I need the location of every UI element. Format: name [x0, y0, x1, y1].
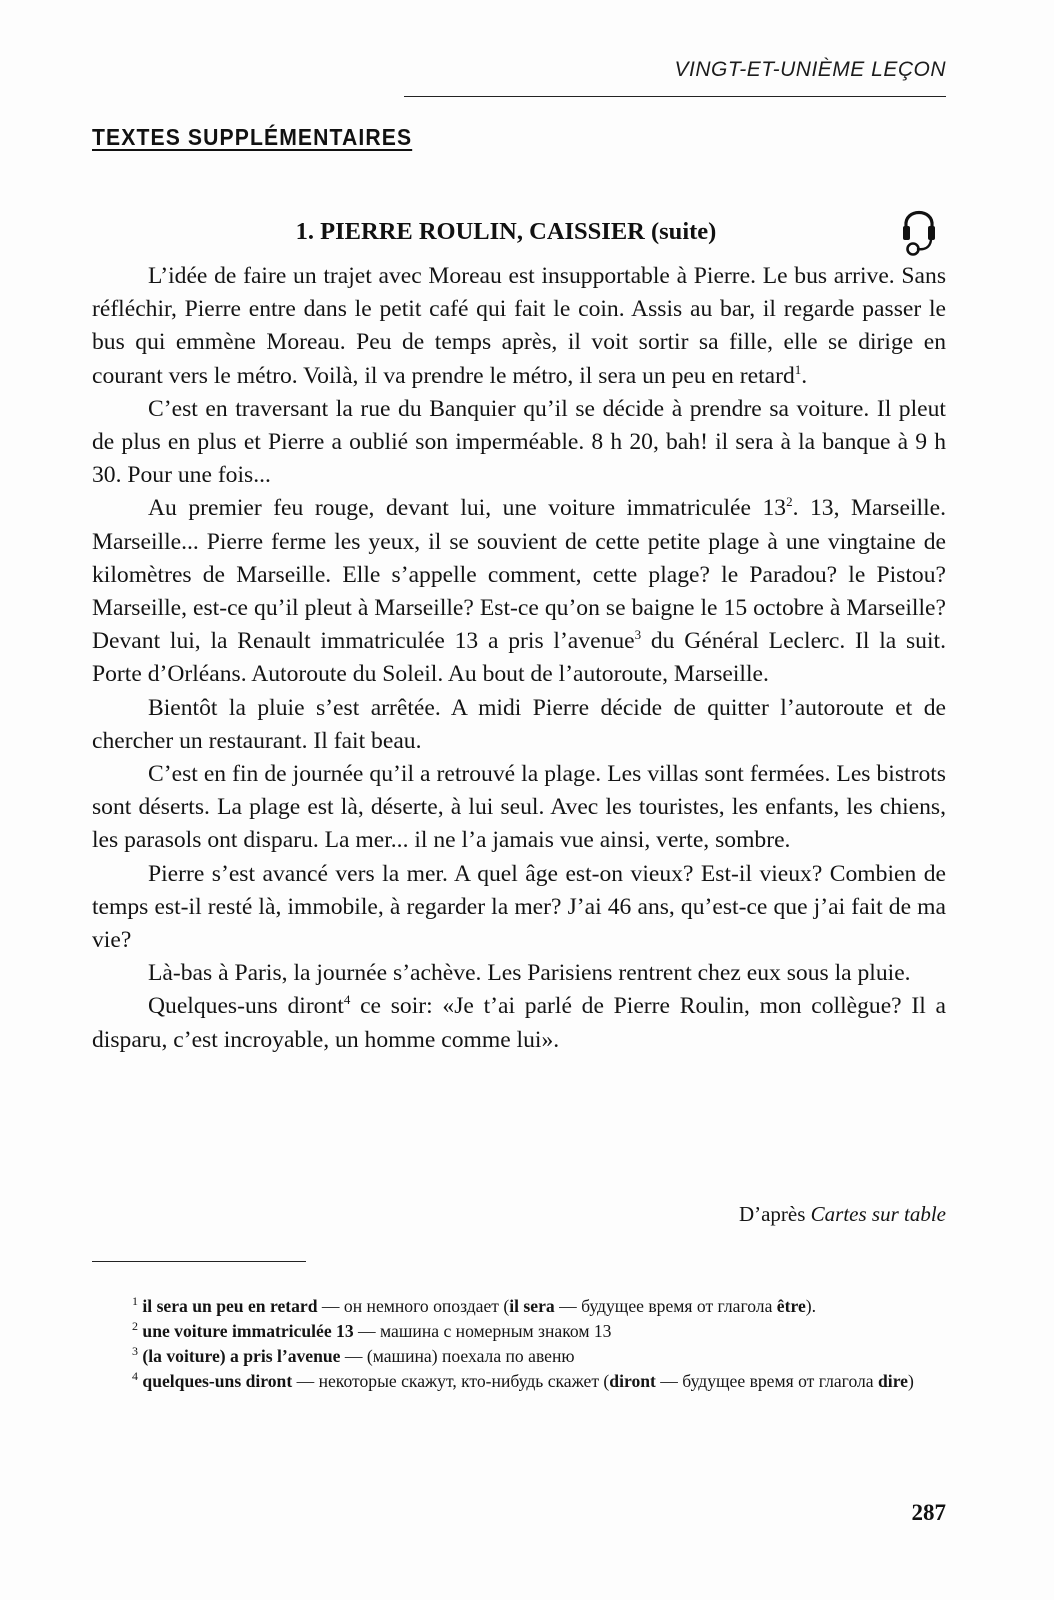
bold-term: une voiture immatriculée 13 — [142, 1321, 354, 1341]
header-rule — [404, 96, 946, 97]
text-run: . 13, Marseille. Marseille... Pierre ferme les yeux, il se souvient de cette petite plage à une vingtaine de kilomètres de Marseille. Elle s’appelle comment, cette plage? le Paradou? le Pistou? Marseille, est-ce qu’il pleut à Marseille? Est-ce qu’on se baigne le 15 octobre à Marseille? Devant lui, la Renault immatriculée 13 a pris l’avenue — [92, 495, 946, 655]
paragraph — [92, 957, 946, 990]
text-run: ). — [805, 1296, 817, 1316]
bold-term: dire — [878, 1371, 908, 1391]
footnote — [92, 1319, 946, 1344]
text-run: ) — [908, 1371, 914, 1391]
section-title: TEXTES SUPPLÉMENTAIRES — [92, 124, 413, 150]
bold-term: il sera — [509, 1296, 555, 1316]
text-run: — машина с номерным знаком 13 — [353, 1321, 612, 1341]
footnote-rule — [92, 1261, 306, 1262]
footnote-marker: 2 — [132, 1319, 138, 1333]
running-head: VINGT-ET-UNIÈME LEÇON — [674, 58, 946, 81]
bold-term: quelques-uns diront — [142, 1371, 293, 1391]
page-number: 287 — [911, 1500, 946, 1525]
text-run: — (машина) поехала по авеню — [340, 1346, 575, 1366]
text-run: — некоторые скажут, кто-нибудь скажет ( — [292, 1371, 610, 1391]
footnote-marker: 4 — [343, 992, 351, 1008]
footnotes — [92, 1294, 946, 1394]
footnote-marker: 3 — [634, 627, 642, 643]
main-text — [92, 260, 946, 1057]
bold-term: (la voiture) a pris l’avenue — [142, 1346, 341, 1366]
text-run: ce soir: «Je t’ai parlé de Pierre Roulin, mon collègue? Il a disparu, c’est incroyable, un homme comme lui». — [92, 993, 946, 1053]
footnote — [92, 1344, 946, 1369]
paragraph — [92, 260, 946, 393]
text-run: — будущее время от глагола — [554, 1296, 777, 1316]
footnote-marker: 2 — [786, 494, 793, 510]
paragraph — [92, 692, 946, 758]
text-run: C’est en fin de journée qu’il a retrouvé la plage. Les villas sont fermées. Les bistrots sont déserts. La plage est là, déserte, à lui seul. Avec les touristes, les enfants, les chiens, les parasols ont disparu. La mer... il ne l’a jamais vue ainsi, verte, sombre. — [92, 761, 946, 854]
text-title: 1. PIERRE ROULIN, CAISSIER (suite) — [295, 218, 717, 245]
bold-term: il sera un peu en retard — [142, 1296, 318, 1316]
paragraph — [92, 393, 946, 493]
text-run: — будущее время от глагола — [655, 1371, 879, 1391]
text-run: Au premier feu rouge, devant lui, une voiture immatriculée 13 — [148, 495, 787, 522]
text-run: C’est en traversant la rue du Banquier qu’il se décide à prendre sa voiture. Il pleut de plus en plus et Pierre a oublié son imperméable. 8 h 20, bah! il sera à la banque à 9 h 30. Pour une fois... — [92, 395, 946, 489]
footnote-marker: 1 — [794, 361, 802, 377]
footnote — [92, 1369, 946, 1394]
text-run: . — [801, 362, 808, 389]
text-run: L’idée de faire un trajet avec Moreau est insupportable à Pierre. Le bus arrive. Sans réfléchir, Pierre entre dans le petit café qui fait le coin. Assis au bar, il regarde passer le bus qui emmène Moreau. Peu de temps après, il voit sortir sa fille, elle se dirige en courant vers le métro. Voilà, il va prendre le métro, il sera un peu en retard — [92, 263, 946, 389]
source-title: Cartes sur table — [810, 1202, 946, 1226]
paragraph — [92, 492, 946, 691]
footnote-marker: 1 — [132, 1294, 138, 1308]
footnote-marker: 4 — [132, 1369, 138, 1383]
text-run: Pierre s’est avancé vers la mer. A quel âge est-on vieux? Est-il vieux? Combien de temps est-il resté là, immobile, à regarder la mer? J’ai 46 ans, qu’est-ce que j’ai fait de ma vie? — [92, 860, 946, 954]
footnote-marker: 3 — [132, 1344, 138, 1358]
text-run: — он немного опоздает ( — [317, 1296, 510, 1316]
bold-term: diront — [609, 1371, 656, 1391]
paragraph — [92, 858, 946, 958]
source-prefix: D’après — [738, 1202, 811, 1226]
text-run: Là-bas à Paris, la journée s’achève. Les Parisiens rentrent chez eux sous la pluie. — [148, 960, 911, 987]
paragraph — [92, 990, 946, 1056]
footnote — [92, 1294, 946, 1319]
paragraph — [92, 758, 946, 858]
headphones-icon — [898, 196, 940, 262]
source-attribution — [739, 1202, 946, 1227]
text-run: Quelques-uns diront — [148, 993, 344, 1020]
bold-term: être — [776, 1296, 806, 1316]
text-run: du Général Leclerc. Il la suit. Porte d’Orléans. Autoroute du Soleil. Au bout de l’autoroute, Marseille. — [92, 628, 946, 688]
text-run: Bientôt la pluie s’est arrêtée. A midi Pierre décide de quitter l’autoroute et de chercher un restaurant. Il fait beau. — [92, 694, 946, 754]
